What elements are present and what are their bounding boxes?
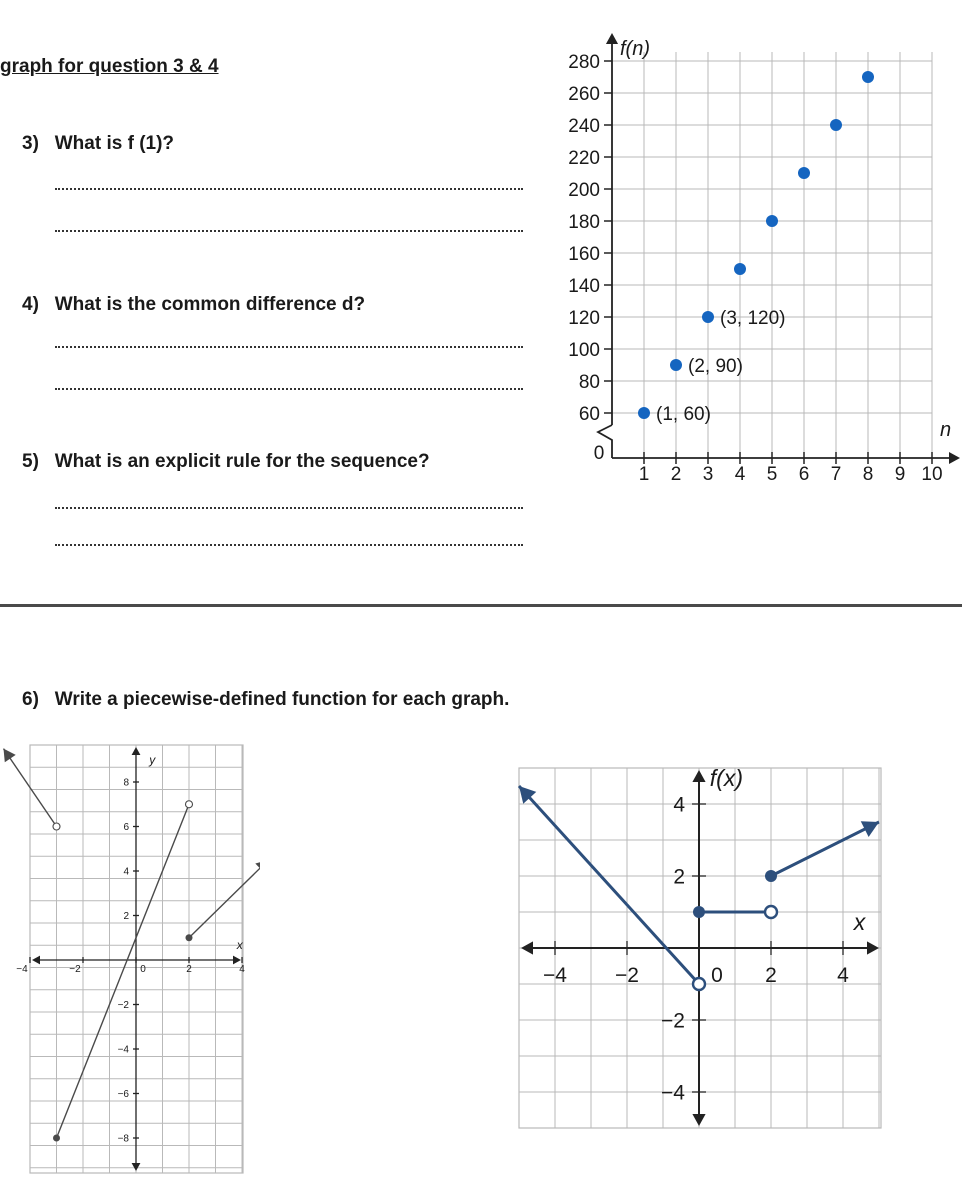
data-point (798, 167, 810, 179)
question-5-number: 5) (22, 451, 39, 472)
x-tick-label: 7 (830, 464, 842, 485)
graph-title: graph for question 3 & 4 (0, 56, 219, 77)
data-point (766, 215, 778, 227)
y-tick-label: −6 (117, 1089, 129, 1100)
data-point-label: (2, 90) (688, 356, 743, 377)
piecewise-graph-left (0, 738, 260, 1180)
x-tick-label: 3 (702, 464, 714, 485)
y-axis-arrow (606, 33, 618, 44)
section-divider (0, 604, 962, 607)
origin-label: 0 (593, 443, 605, 464)
y-axis-label: y (149, 753, 156, 768)
answer-line-4b[interactable] (55, 388, 523, 390)
answer-line-5a[interactable] (55, 507, 523, 509)
y-tick-label: 8 (123, 777, 129, 789)
question-6-text: Write a piecewise-defined function for each graph. (54, 689, 510, 710)
segment-arrow (4, 749, 16, 763)
question-4-number: 4) (22, 294, 39, 315)
x-axis-arrow-left (521, 941, 533, 954)
y-tick-label: 260 (568, 84, 600, 105)
y-tick-label: 120 (568, 308, 600, 329)
y-tick-label: 140 (568, 276, 600, 297)
question-4 (22, 294, 365, 316)
y-axis-arrow-down (692, 1114, 705, 1126)
y-tick-label: −4 (661, 1081, 685, 1105)
data-point (830, 119, 842, 131)
closed-endpoint (765, 870, 777, 882)
data-point (862, 71, 874, 83)
data-point (638, 407, 650, 419)
x-tick-label: 9 (894, 464, 906, 485)
piecewise-graph-right (505, 760, 890, 1140)
y-axis-arrow-up (132, 747, 141, 755)
y-axis-arrow-up (692, 770, 705, 782)
closed-endpoint (186, 934, 193, 941)
x-axis-label: x (236, 937, 243, 952)
x-tick-label: 2 (186, 964, 192, 975)
y-tick-label: 2 (123, 911, 129, 922)
data-point (702, 311, 714, 323)
open-endpoint (186, 801, 193, 808)
function-segment (519, 786, 699, 984)
x-axis-label: x (853, 909, 866, 935)
answer-line-5b[interactable] (55, 544, 523, 546)
x-tick-label: 2 (765, 964, 777, 987)
open-endpoint (765, 906, 777, 918)
x-tick-label: 0 (140, 964, 146, 975)
x-tick-label: 4 (837, 964, 849, 987)
question-3 (22, 133, 174, 155)
closed-endpoint (693, 906, 705, 918)
sequence-scatter-chart (540, 30, 960, 500)
y-tick-label: 180 (568, 212, 600, 233)
x-tick-label: 5 (766, 464, 778, 485)
answer-line-3b[interactable] (55, 230, 523, 232)
y-tick-label: 240 (568, 116, 600, 137)
y-tick-label: 2 (673, 865, 685, 889)
data-point-label: (3, 120) (720, 308, 786, 329)
x-axis-label: n (940, 419, 952, 441)
y-tick-label: −2 (117, 1000, 129, 1011)
y-tick-label: −8 (117, 1133, 129, 1145)
y-tick-label: −4 (117, 1044, 129, 1056)
question-6 (22, 689, 509, 711)
question-5 (22, 451, 430, 473)
y-axis-arrow-down (132, 1163, 141, 1171)
question-3-text: What is f (1)? (54, 133, 175, 154)
data-point-label: (1, 60) (656, 404, 711, 425)
x-tick-label: −4 (543, 964, 567, 987)
x-tick-label: −2 (615, 964, 639, 987)
x-axis-arrow-right (867, 941, 879, 954)
answer-line-3a[interactable] (55, 188, 523, 190)
y-tick-label: −2 (661, 1009, 685, 1033)
question-6-number: 6) (22, 689, 39, 710)
question-4-text: What is the common difference d? (54, 294, 366, 315)
x-tick-label: 1 (638, 464, 650, 485)
data-point (670, 359, 682, 371)
y-tick-label: 280 (568, 52, 600, 73)
x-tick-label: 8 (862, 464, 874, 485)
x-tick-label: 10 (921, 464, 943, 485)
x-tick-label: 4 (239, 964, 245, 975)
x-tick-label: 2 (670, 464, 682, 485)
x-tick-label: 6 (798, 464, 810, 485)
data-point (734, 263, 746, 275)
y-tick-label: 100 (568, 340, 600, 361)
y-axis-label: f(x) (709, 765, 744, 791)
x-tick-label: 4 (734, 464, 746, 485)
question-3-number: 3) (22, 133, 39, 154)
open-endpoint (693, 978, 705, 990)
y-tick-label: 160 (568, 244, 600, 265)
y-tick-label: 6 (123, 822, 129, 833)
y-tick-label: 200 (568, 180, 600, 201)
y-axis-label: f(n) (620, 38, 650, 60)
closed-endpoint (53, 1135, 60, 1142)
x-tick-label: −2 (69, 964, 81, 975)
y-tick-label: 4 (123, 866, 129, 878)
y-tick-label: 220 (568, 148, 600, 169)
question-5-text: What is an explicit rule for the sequence? (54, 451, 430, 472)
function-segment (771, 822, 879, 876)
x-tick-label: 0 (711, 964, 723, 987)
answer-line-4a[interactable] (55, 346, 523, 348)
function-segment (189, 860, 260, 938)
x-tick-label: −4 (16, 964, 28, 975)
open-endpoint (53, 823, 60, 830)
y-tick-label: 4 (673, 793, 685, 817)
x-axis-arrow-left (32, 956, 40, 965)
x-axis-arrow (949, 452, 960, 464)
y-tick-label: 60 (578, 404, 600, 425)
y-tick-label: 80 (578, 372, 600, 393)
